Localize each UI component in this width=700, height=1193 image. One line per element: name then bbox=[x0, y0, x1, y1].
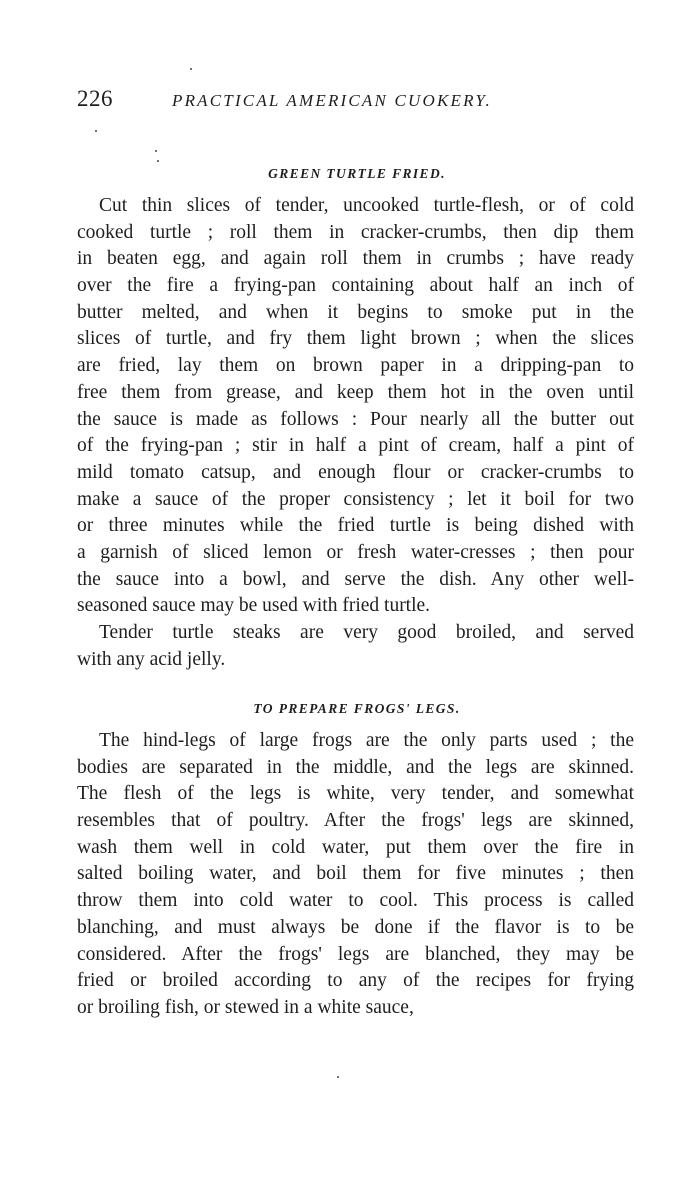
print-speck bbox=[157, 160, 159, 162]
print-speck bbox=[337, 1076, 339, 1078]
print-speck bbox=[95, 130, 97, 132]
text-line: The hind-legs of large frogs are the only parts used ; the bbox=[99, 730, 634, 751]
text-line: mild tomato catsup, and enough flour or cracker-crumbs to bbox=[77, 461, 634, 483]
section-heading-frogs-legs: TO PREPARE FROGS' LEGS. bbox=[253, 701, 461, 716]
running-head bbox=[77, 86, 637, 116]
paragraph-frogs-legs-method bbox=[77, 728, 634, 1022]
text-line: Tender turtle steaks are very good broiled, and served bbox=[99, 622, 634, 643]
running-title: PRACTICAL AMERICAN CUOKERY. bbox=[172, 91, 492, 110]
section-heading-green-turtle-fried: GREEN TURTLE FRIED. bbox=[268, 166, 446, 181]
text-line: over the fire a frying-pan containing about half an inch of bbox=[77, 275, 634, 297]
text-line: free them from grease, and keep them hot in the oven until bbox=[77, 381, 634, 403]
text-line: fried or broiled according to any of the recipes for frying bbox=[77, 970, 634, 992]
text-line: with any acid jelly. bbox=[77, 648, 226, 670]
text-line: seasoned sauce may be used with fried turtle. bbox=[77, 595, 431, 617]
text-line: of the frying-pan ; stir in half a pint of cream, half a pint of bbox=[77, 435, 634, 457]
text-line: the sauce into a bowl, and serve the dish. Any other well- bbox=[77, 568, 634, 590]
text-line: The flesh of the legs is white, very tender, and somewhat bbox=[77, 783, 634, 805]
text-line: bodies are separated in the middle, and the legs are skinned. bbox=[77, 756, 634, 778]
paragraph-turtle-steaks bbox=[77, 620, 634, 673]
text-line: considered. After the frogs' legs are blanched, they may be bbox=[77, 943, 634, 965]
text-line: wash them well in cold water, put them over the fire in bbox=[77, 836, 634, 858]
print-speck bbox=[190, 68, 192, 70]
text-line: or broiling fish, or stewed in a white sauce, bbox=[77, 996, 414, 1018]
text-line: blanching, and must always be done if the flavor is to be bbox=[77, 916, 634, 938]
text-line: the sauce is made as follows : Pour nearly all the butter out bbox=[77, 408, 634, 430]
text-line: butter melted, and when it begins to smoke put in the bbox=[77, 301, 634, 323]
text-line: slices of turtle, and fry them light brown ; when the slices bbox=[77, 328, 634, 350]
text-line: Cut thin slices of tender, uncooked turtle-flesh, or of cold bbox=[99, 195, 634, 216]
text-line: are fried, lay them on brown paper in a dripping-pan to bbox=[77, 355, 634, 377]
paragraph-green-turtle-method bbox=[77, 193, 634, 620]
text-line: salted boiling water, and boil them for five minutes ; then bbox=[77, 863, 634, 885]
text-line: resembles that of poultry. After the frogs' legs are skinned, bbox=[77, 810, 634, 832]
print-speck bbox=[155, 150, 157, 152]
text-line: make a sauce of the proper consistency ; let it boil for two bbox=[77, 488, 634, 510]
text-line: in beaten egg, and again roll them in crumbs ; have ready bbox=[77, 248, 634, 270]
text-line: a garnish of sliced lemon or fresh water-cresses ; then pour bbox=[77, 541, 634, 563]
text-line: throw them into cold water to cool. This process is called bbox=[77, 890, 634, 912]
text-line: or three minutes while the fried turtle is being dished with bbox=[77, 515, 634, 537]
page-number: 226 bbox=[77, 86, 113, 111]
text-line: cooked turtle ; roll them in cracker-crumbs, then dip them bbox=[77, 221, 634, 243]
